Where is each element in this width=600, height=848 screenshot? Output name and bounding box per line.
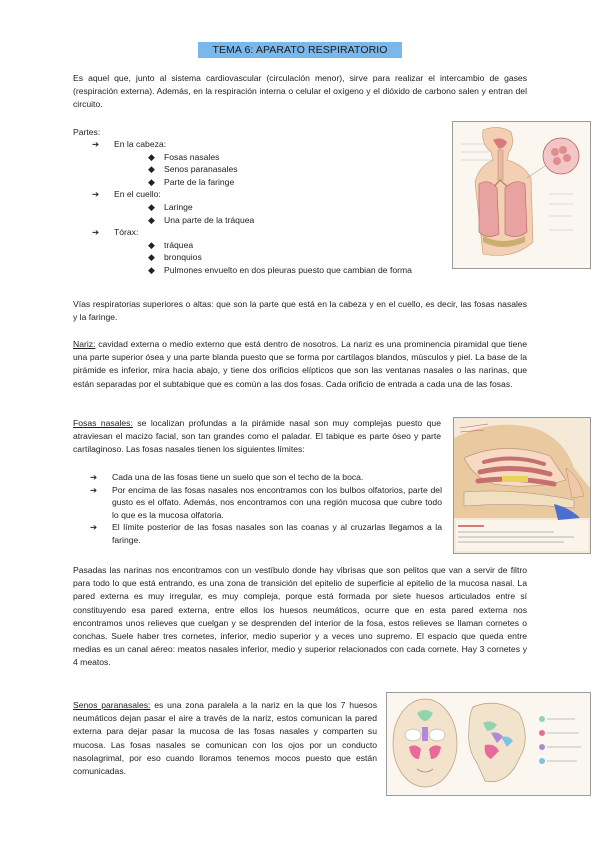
parts-group-neck: ➔ En el cuello: [92,189,161,200]
list-item: ➔ Cada una de las fosas tiene un suelo que son el techo de la boca. [90,472,364,482]
parts-list [92,138,452,277]
arrow-icon: ➔ [90,522,98,533]
nariz-paragraph: Nariz: cavidad externa o medio externo que está dentro de nosotros. La nariz es una prominencia piramidal que tiene una parte superior ósea y una parte blanda puesto que se forma por cartílagos blandos, músculos y piel. La base de la pirámide es inferior, mira hacia abajo, y tiene dos orificios elípticos que son las ventanas nasales o las narinas, que están separadas por el subtabique que es común a las dos fosas. Cada orificio de entrada a cada una de las fosas. [73,339,527,389]
fosas-paragraph: Fosas nasales: se localizan profundas a la pirámide nasal son muy complejas puesto que atraviesan el macizo facial, son tan grandes como el paladar. El tabique es parte óseo y parte cartilaginoso. Las fosas nasales tienen los siguientes límites: [73,418,441,455]
list-item: ◆ bronquios [148,252,202,263]
fosas-term: Fosas nasales: [73,418,133,428]
respiratory-system-figure [452,121,591,269]
arrow-icon: ➔ [92,139,100,149]
page-title: TEMA 6: APARATO RESPIRATORIO [198,42,402,58]
nariz-term: Nariz: [73,339,96,349]
list-item: ◆ Parte de la faringe [148,176,235,187]
nasal-cavity-figure [453,417,591,554]
parts-group-thorax: ➔ Tórax: [92,227,139,238]
diamond-icon: ◆ [148,151,155,162]
list-item: ➔ El límite posterior de las fosas nasales son las coanas y al cruzarlas llegamos a la faringe. [90,522,442,545]
list-item: ◆ Senos paranasales [148,164,238,175]
diamond-icon: ◆ [148,201,155,212]
senos-term: Senos paranasales: [73,700,151,710]
intro-paragraph: Es aquel que, junto al sistema cardiovascular (circulación menor), sirve para realizar el intercambio de gases (respiración externa). Además, en la respiración interna o celular el oxígeno y el dióxido de carbono salen y entran del circuito. [73,73,527,110]
list-item: ◆ Una parte de la tráquea [148,214,255,225]
arrow-icon: ➔ [92,189,100,200]
diamond-icon: ◆ [148,252,155,263]
list-item: ◆ Laringe [148,201,193,212]
arrow-icon: ➔ [92,227,100,238]
arrow-icon: ➔ [90,484,98,495]
senos-paragraph: Senos paranasales: es una zona paralela a la nariz en la que los 7 huesos neumáticos dejan pasar el aire a través de la nariz, estos comunican la pared externa para dejar pasar la mucosa de las fosas nasales y comparten su mucosa. Las fosas nasales se comunican con los ojos por un conducto nasolagrimal, por eso cuando lloramos tenemos mocos puesto que están comunicadas. [73,700,378,777]
diamond-icon: ◆ [148,264,155,275]
vestibulo-paragraph: Pasadas las narinas nos encontramos con un vestíbulo donde hay vibrisas que son pelitos que van a servir de filtro para todo lo que está entrando, es una zona de transición del epitelio de superficie al epitelio de la mucosa nasal. La pared externa es muy irregular, es muy compleja, porque está formada por siete huesos articulados entre sí constituyendo esa pared externa, entre ellos los huesos neumáticos, ocurre que en esta pared externa nos encontramos unos relieves que cuelgan y se desprenden del interior de la fosa, estos relieves se llaman cornetes o conchas. Suele haber tres cornetes, inferior, medio superior y a veces uno supremo. El espacio que queda entre medias es un canal aéreo: meatos nasales inferior, medio y superior relacionados con cada cornete. Hay 3 cornetes y 4 meatos. [73,565,527,668]
respiratory-illustration [453,122,590,268]
arrow-icon: ➔ [90,472,98,482]
fosas-limits-list [90,471,442,547]
diamond-icon: ◆ [148,176,155,187]
list-item: ◆ Fosas nasales [148,151,220,162]
sinuses-illustration [387,693,590,795]
diamond-icon: ◆ [148,239,155,250]
diamond-icon: ◆ [148,164,155,175]
list-item: ◆ Pulmones envuelto en dos pleuras puesto que cambian de forma [148,264,412,275]
paranasal-sinuses-figure [386,692,591,796]
nasal-cavity-illustration [454,418,590,553]
vias-paragraph: Vías respiratorias superiores o altas: que son la parte que está en la cabeza y en el cuello, es decir, las fosas nasales y la faringe. [73,299,527,323]
diamond-icon: ◆ [148,214,155,225]
parts-group-head: ➔ En la cabeza: [92,139,167,149]
parts-heading: Partes: [73,127,101,137]
list-item: ◆ tráquea [148,239,194,250]
list-item: ➔ Por encima de las fosas nasales nos encontramos con los bulbos olfatorios, parte del gusto es el olfato. Además, nos encontramos con una región mucosa que cubre todo lo que es la mucosa olfatoria. [90,484,442,520]
